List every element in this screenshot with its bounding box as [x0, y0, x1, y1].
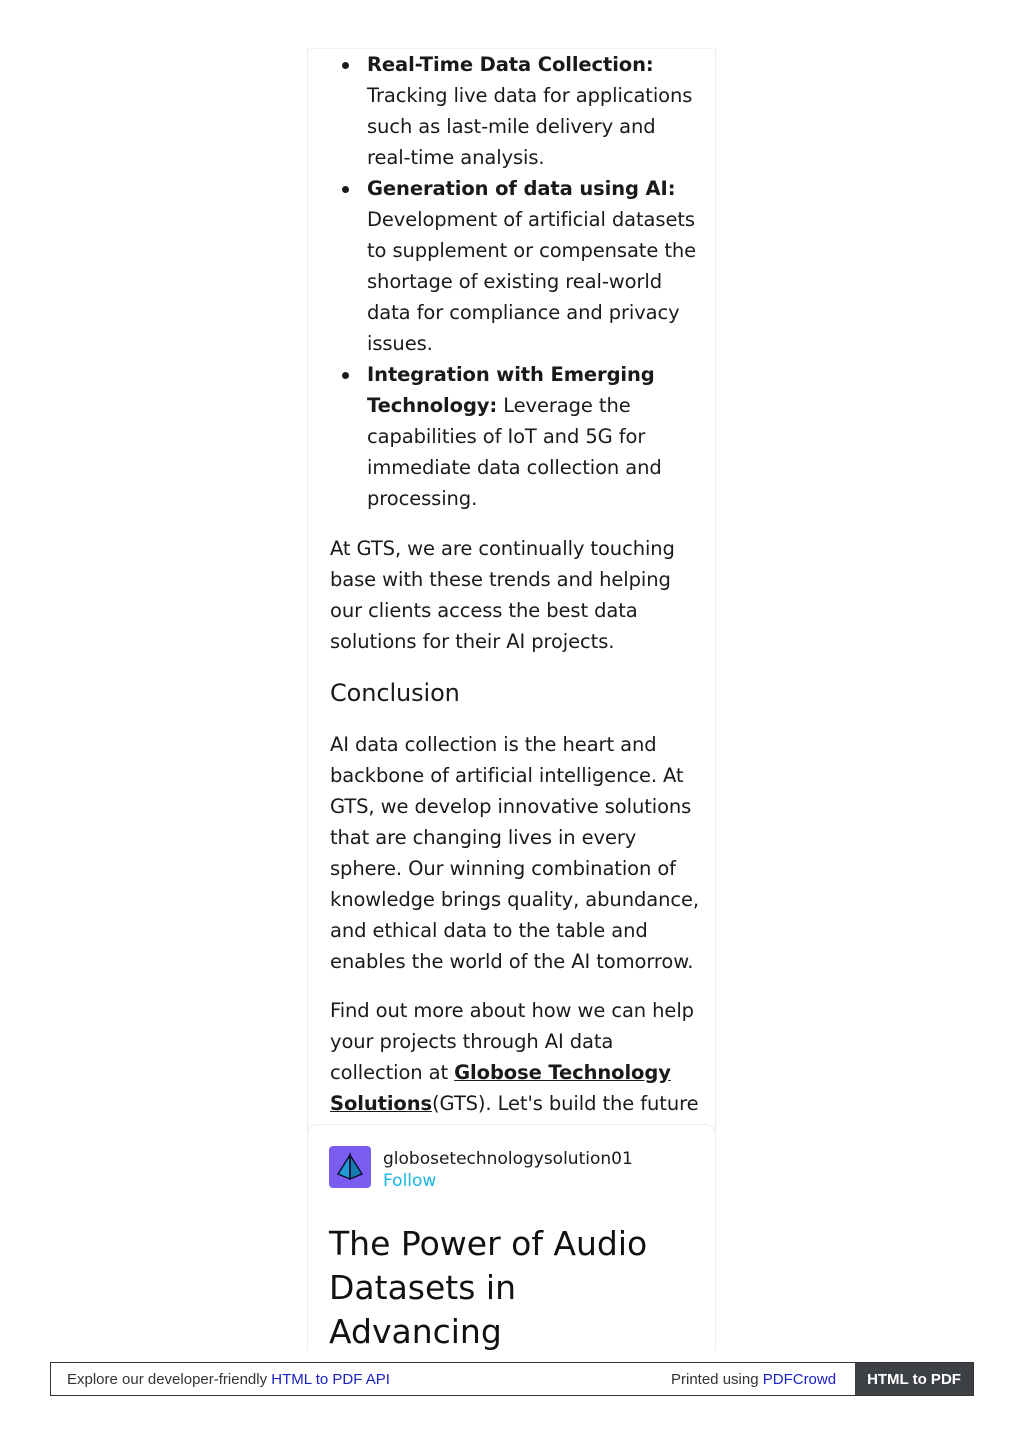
list-item: [330, 359, 700, 514]
footer-explore-text: Explore our developer-friendly: [67, 1371, 272, 1388]
list-item-title: Integration with Emerging Technology:: [367, 363, 655, 417]
list-item: [330, 173, 700, 359]
gts-link[interactable]: Globose Technology Solutions: [330, 1061, 671, 1115]
list-item-text: Tracking live data for applications such as last-mile delivery and real-time analysis.: [367, 84, 693, 169]
pdfcrowd-link[interactable]: PDFCrowd: [762, 1371, 837, 1388]
conclusion-heading: Conclusion: [330, 679, 460, 707]
next-post-card[interactable]: [307, 1124, 716, 1350]
list-item-text: Leverage the capabilities of IoT and 5G for immediate data collection and processing.: [367, 394, 662, 510]
footer-printed: [671, 1371, 836, 1388]
conclusion-paragraph: AI data collection is the heart and backbone of artificial intelligence. At GTS, we develop innovative solutions that are changing lives in every sphere. Our winning combination of knowledge brings quality, abundance, and ethical data to the table and enables the world of the AI tomorrow.: [330, 733, 699, 973]
bullet-dot-icon: [342, 186, 349, 193]
author-name[interactable]: globosetechnologysolution01: [383, 1149, 633, 1169]
pdf-footer-banner: [50, 1362, 974, 1396]
bullet-dot-icon: [342, 372, 349, 379]
cta-paragraph: [330, 995, 700, 1119]
next-post-title[interactable]: The Power of Audio Datasets in Advancing: [329, 1224, 648, 1351]
pyramid-logo-icon: [335, 1152, 365, 1182]
footer-printed-text: Printed using: [671, 1371, 763, 1388]
trends-paragraph: At GTS, we are continually touching base with these trends and helping our clients access the best data solutions for their AI projects.: [330, 537, 675, 653]
trend-list: [330, 49, 700, 514]
bullet-dot-icon: [342, 62, 349, 69]
html-to-pdf-api-link[interactable]: HTML to PDF API: [271, 1371, 390, 1388]
follow-button[interactable]: Follow: [383, 1171, 437, 1191]
cta-text: Find out more about how we can help your projects through AI data collection at: [330, 999, 694, 1084]
html-to-pdf-button[interactable]: HTML to PDF: [855, 1363, 973, 1395]
cta-text-after: (GTS). Let's build the future: [432, 1092, 699, 1115]
list-item-title: Real-Time Data Collection:: [367, 53, 654, 76]
list-item-text: Development of artificial datasets to supplement or compensate the shortage of existing real-world data for compliance and privacy issues.: [367, 208, 697, 355]
footer-explore: [67, 1371, 390, 1388]
list-item-title: Generation of data using AI:: [367, 177, 676, 200]
avatar[interactable]: [329, 1146, 371, 1188]
list-item: [330, 49, 700, 173]
